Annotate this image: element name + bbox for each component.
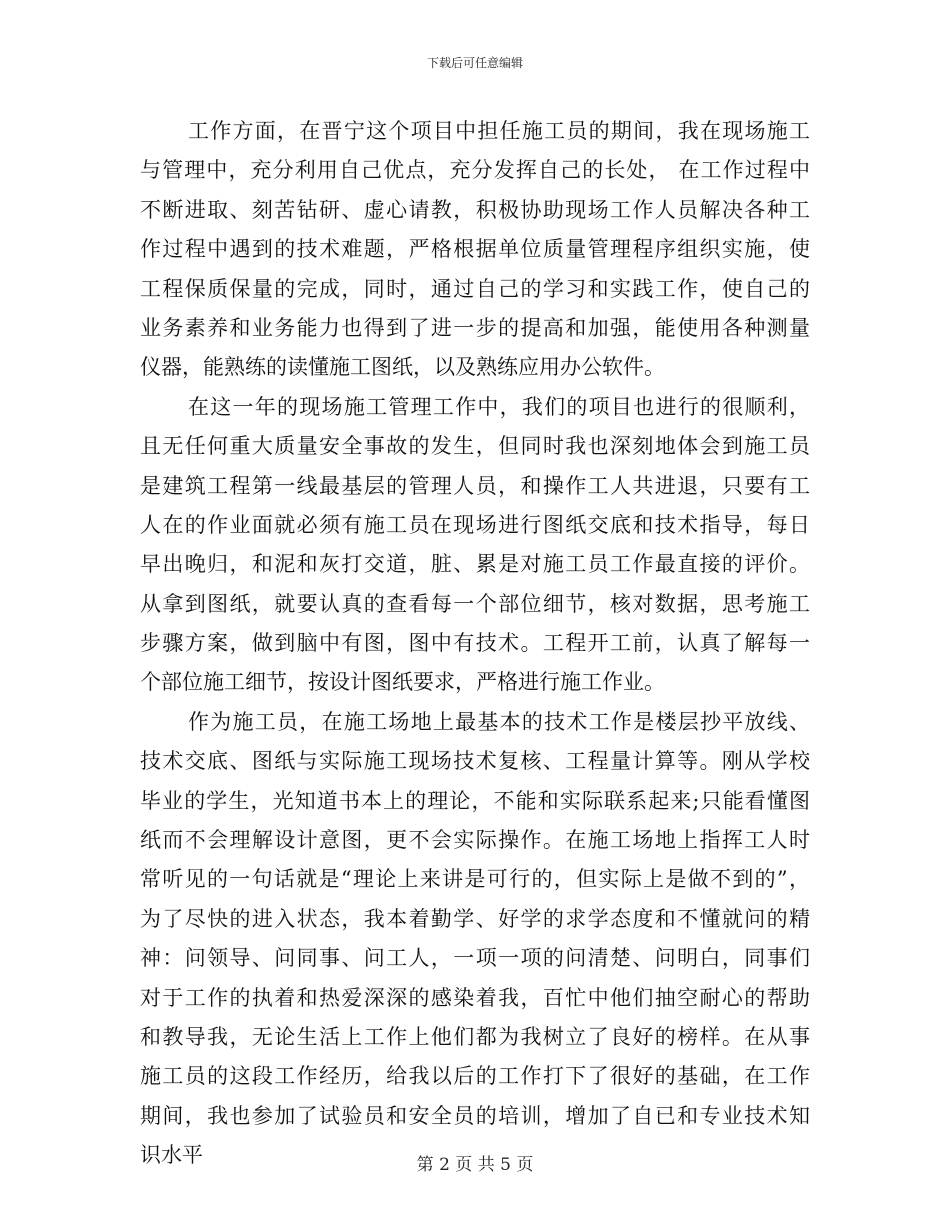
text-line: 早出晚归，和泥和灰打交道，脏、累是对施工员工作最直接的评价。 xyxy=(140,552,810,577)
text-line: 纸而不会理解设计意图，更不会实际操作。在施工场地上指挥工人时 xyxy=(140,828,810,853)
text-line: 施工员的这段工作经历，给我以后的工作打下了很好的基础，在工作 xyxy=(140,1064,810,1089)
text-line: 且无任何重大质量安全事故的发生，但同时我也深刻地体会到施工员 xyxy=(140,434,810,459)
text-line: 工作方面，在晋宁这个项目中担任施工员的期间，我在现场施工 xyxy=(188,119,810,143)
text-line: 技术交底、图纸与实际施工现场技术复核、工程量计算等。刚从学校 xyxy=(140,749,810,774)
text-line: 作为施工员，在施工场地上最基本的技术工作是楼层抄平放线、 xyxy=(188,709,810,734)
page-header-note: 下载后可任意编辑 xyxy=(426,56,523,70)
text-line: 业务素养和业务能力也得到了进一步的提高和加强，能使用各种测量 xyxy=(140,315,810,340)
text-line: 对于工作的执着和热爱深深的感染着我，百忙中他们抽空耐心的帮助 xyxy=(140,985,810,1010)
text-line: 和教导我，无论生活上工作上他们都为我树立了良好的榜样。在从事 xyxy=(140,1024,810,1049)
text-line: 神：问领导、问同事、问工人，一项一项的问清楚、问明白，同事们 xyxy=(140,946,810,971)
text-line: 人在的作业面就必须有施工员在现场进行图纸交底和技术指导，每日 xyxy=(140,512,810,537)
text-line: 从拿到图纸，就要认真的查看每一个部位细节，核对数据，思考施工 xyxy=(140,591,810,616)
text-line: 个部位施工细节，按设计图纸要求，严格进行施工作业。 xyxy=(140,670,665,695)
text-line: 仪器，能熟练的读懂施工图纸，以及熟练应用办公软件。 xyxy=(140,355,665,380)
document-body xyxy=(140,112,810,1176)
text-line: 识水平 xyxy=(140,1143,203,1168)
text-line: 在这一年的现场施工管理工作中，我们的项目也进行的很顺利， xyxy=(188,394,810,419)
text-line: 不断进取、刻苦钻研、虚心请教，积极协助现场工作人员解决各种工 xyxy=(140,197,810,222)
text-line: 期间，我也参加了试验员和安全员的培训，增加了自已和专业技术知 xyxy=(140,1103,810,1128)
text-line: 为了尽快的进入状态，我本着勤学、好学的求学态度和不懂就问的精 xyxy=(140,906,810,931)
page-number: 第 2 页 共 5 页 xyxy=(416,1155,534,1175)
text-line: 步骤方案，做到脑中有图，图中有技术。工程开工前，认真了解每一 xyxy=(140,631,810,656)
text-line: 与管理中，充分利用自己优点，充分发挥自己的长处， 在工作过程中 xyxy=(140,158,810,183)
text-line: 作过程中遇到的技术难题，严格根据单位质量管理程序组织实施，使 xyxy=(140,237,810,262)
text-line: 是建筑工程第一线最基层的管理人员，和操作工人共进退，只要有工 xyxy=(140,473,810,498)
text-line: 工程保质保量的完成，同时，通过自己的学习和实践工作，使自己的 xyxy=(140,276,810,301)
text-line: 常听见的一句话就是“理论上来讲是可行的，但实际上是做不到的”， xyxy=(140,867,810,892)
text-line: 毕业的学生，光知道书本上的理论，不能和实际联系起来;只能看懂图 xyxy=(140,788,810,813)
